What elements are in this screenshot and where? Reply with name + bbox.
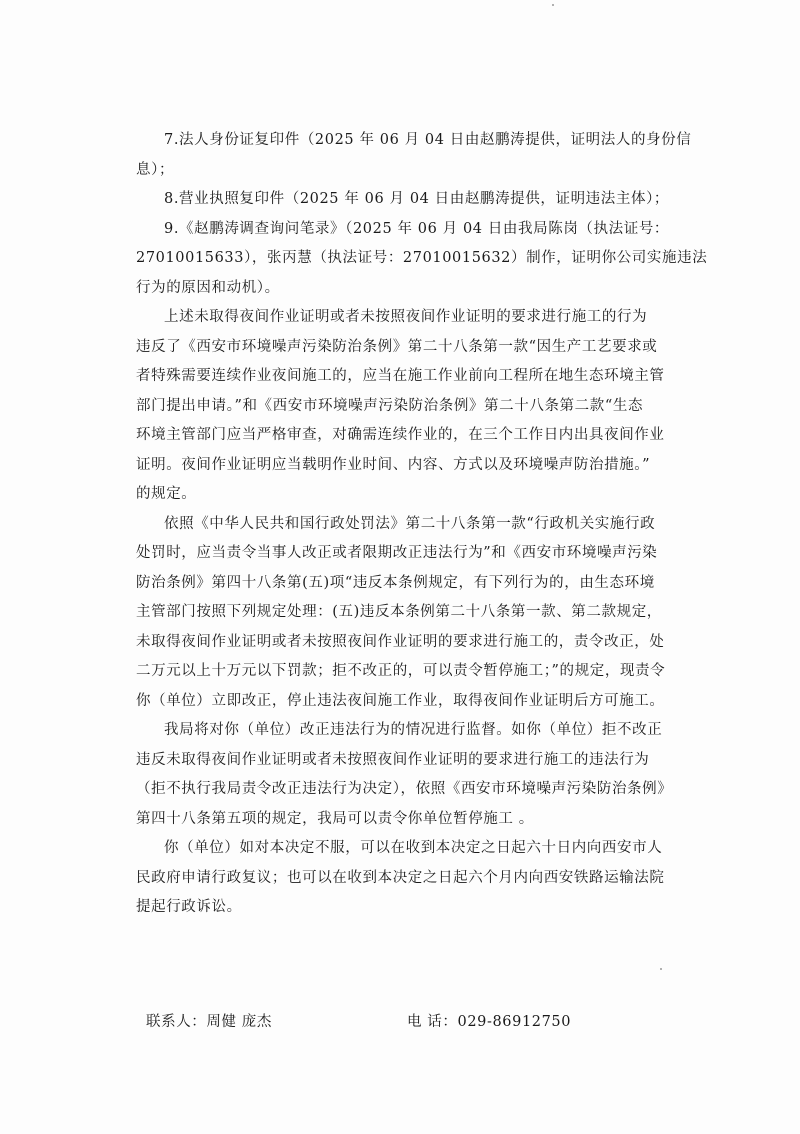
evidence-item-line: 8.营业执照复印件（2025 年 06 月 04 日由赵鹏涛提供，证明违法主体）；: [164, 191, 670, 207]
document-body: [136, 126, 708, 923]
evidence-item: [136, 126, 692, 185]
scan-speck: [552, 4, 554, 6]
paragraph-line: 的规定。: [136, 486, 197, 502]
evidence-item: [136, 185, 668, 215]
paragraph-line: 上述未取得夜间作业证明或者未按照夜间作业证明的要求进行施工的行为: [164, 309, 648, 325]
paragraph-line: 环境主管部门应当严格审查，对确需连续作业的，在三个工作日内出具夜间作业: [136, 427, 665, 443]
evidence-item-line: 7.法人身份证复印件（2025 年 06 月 04 日由赵鹏涛提供，证明法人的身份信: [164, 132, 692, 148]
paragraph-line: 主管部门按照下列规定处理：(五)违反本条例第二十八条第一款、第二款规定，: [136, 604, 662, 620]
paragraph: [136, 510, 668, 717]
evidence-item-line: 息）；: [136, 161, 175, 178]
paragraph-line: 部门提出申请。”和《西安市环境噪声污染防治条例》第二十八条第二款“生态: [136, 397, 644, 414]
paragraph-line: 未取得夜间作业证明或者未按照夜间作业证明的要求进行施工的，责令改正，处: [136, 633, 665, 650]
evidence-item: [136, 215, 708, 304]
paragraph-line: 者特殊需要连续作业夜间施工的，应当在施工作业前向工程所在地生态环境主管: [136, 368, 665, 384]
paragraph-line: 二万元以上十万元以下罚款；拒不改正的，可以责令暂停施工；”的规定，现责令: [136, 663, 666, 679]
contact-phone: 电 话：029-86912750: [407, 1014, 572, 1030]
paragraph-line: 你（单位）立即改正，停止违法夜间施工作业，取得夜间作业证明后方可施工。: [136, 692, 665, 709]
evidence-list: [136, 126, 708, 303]
paragraph-line: 你（单位）如对本决定不服，可以在收到本决定之日起六十日内向西安市人: [164, 840, 663, 856]
paragraph-line: 提起行政诉讼。: [136, 899, 242, 915]
paragraph: [136, 834, 668, 923]
contact-person: 联系人：周健 庞杰: [146, 1014, 273, 1030]
paragraph: [136, 303, 668, 510]
paragraph-line: 违反未取得夜间作业证明或者未按照夜间作业证明的要求进行施工的违法行为: [136, 751, 650, 768]
paragraph-line: 第四十八条第五项的规定，我局可以责令你单位暂停施工 。: [136, 810, 534, 827]
paragraph-line: （拒不执行我局责令改正违法行为决定），依照《西安市环境噪声污染防治条例》: [136, 781, 673, 797]
paragraph-line: 依照《中华人民共和国行政处罚法》第二十八条第一款“行政机关实施行政: [164, 515, 656, 532]
paragraph-line: 证明。夜间作业证明应当载明作业时间、内容、方式以及环境噪声防治措施。”: [136, 456, 651, 473]
evidence-item-line: 行为的原因和动机）。: [136, 279, 280, 296]
paragraph-line: 我局将对你（单位）改正违法行为的情况进行监督。如你（单位）拒不改正: [164, 722, 663, 738]
paragraph-line: 民政府申请行政复议；也可以在收到本决定之日起六个月内向西安铁路运输法院: [136, 869, 665, 886]
scan-speck: [660, 968, 662, 970]
evidence-item-line: 27010015633），张丙慧（执法证号：27010015632）制作，证明你公司实施违法: [136, 250, 708, 266]
paragraph-line: 处罚时，应当责令当事人改正或者限期改正违法行为”和《西安市环境噪声污染: [136, 545, 658, 561]
decision-paragraphs: [136, 303, 673, 923]
paragraph-line: 防治条例》第四十八条第(五)项“违反本条例规定，有下列行为的，由生态环境: [136, 574, 655, 591]
evidence-item-line: 9.《赵鹏涛调查询问笔录》（2025 年 06 月 04 日由我局陈岗（执法证号：: [164, 220, 670, 237]
paragraph: [136, 716, 673, 834]
paragraph-line: 违反了《西安市环境噪声污染防治条例》第二十八条第一款“因生产工艺要求或: [136, 338, 658, 355]
